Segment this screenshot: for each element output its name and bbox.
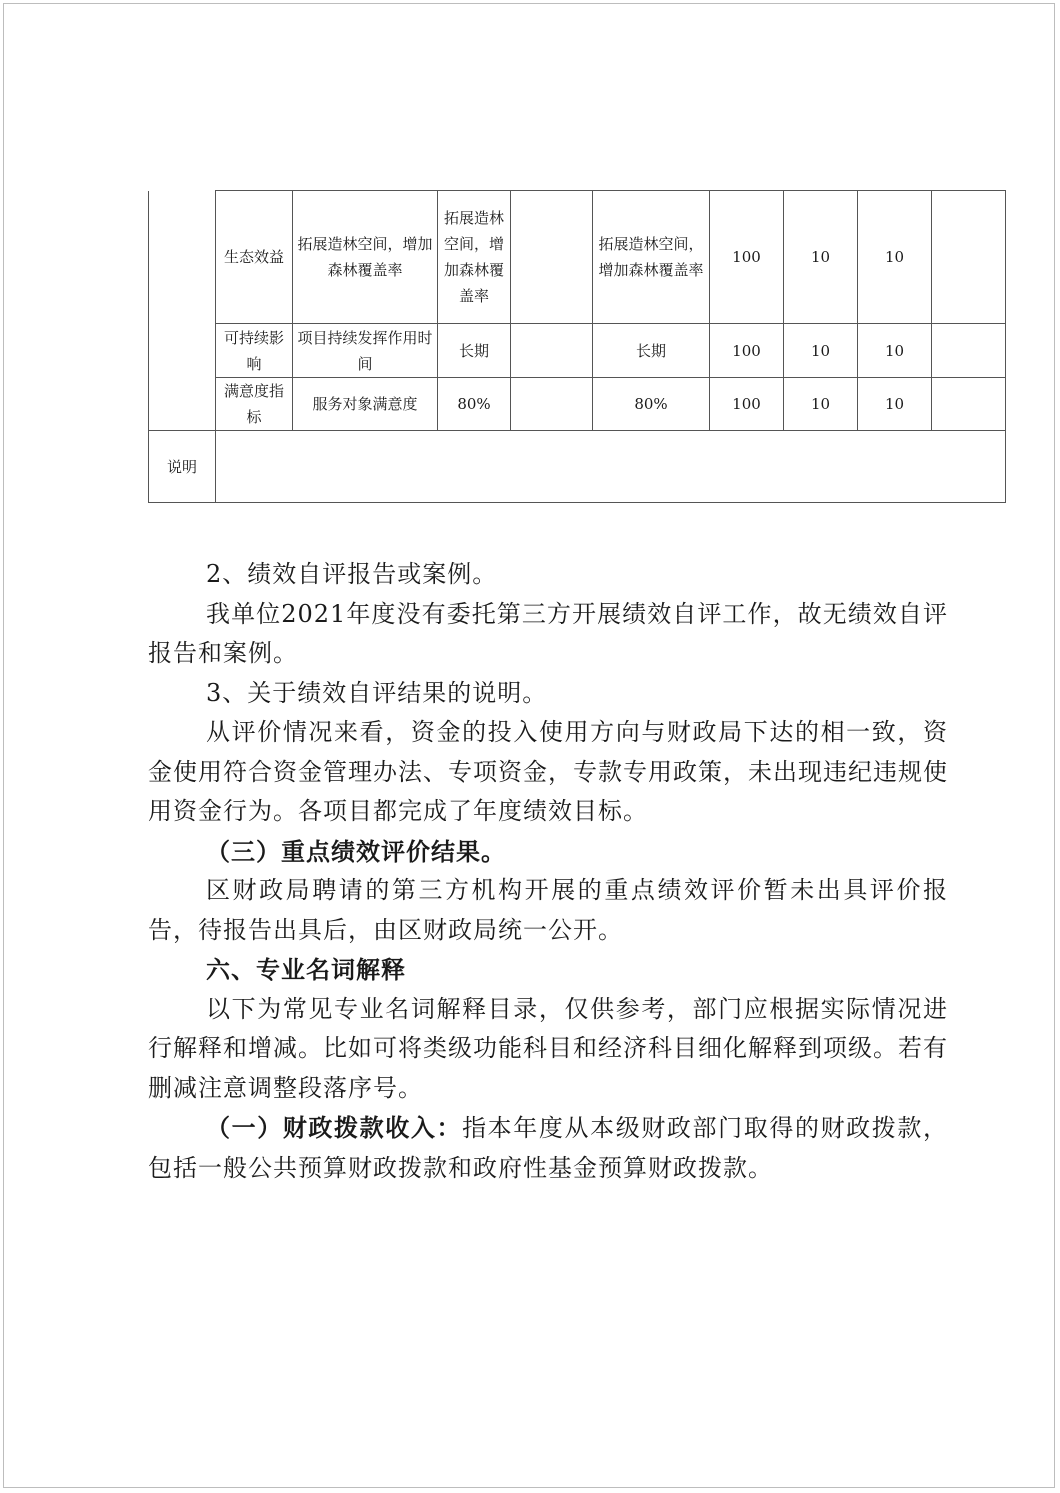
score-cell: 100 xyxy=(710,191,784,324)
paragraph-glossary: 以下为常见专业名词解释目录，仅供参考，部门应根据实际情况进行解释和增减。比如可将类级功能科目和经济科目细化解释到项级。若有删减注意调整段落序号。 xyxy=(148,994,948,1102)
paragraph-report: 我单位2021年度没有委托第三方开展绩效自评工作，故无绩效自评报告和案例。 xyxy=(148,599,948,667)
glossary-definition: 指本年度从本级财政部门取得的财政拨款，包括一般公共预算财政拨款和政府性基金预算财政拨款。 xyxy=(148,1114,949,1182)
indicator-cell: 项目持续发挥作用时间 xyxy=(293,324,438,378)
blank-cell xyxy=(511,191,593,324)
result-cell: 10 xyxy=(858,191,932,324)
section-heading-result-note: 3、关于绩效自评结果的说明。 xyxy=(206,678,548,707)
performance-table xyxy=(148,190,1006,503)
table-row-note xyxy=(149,431,1006,503)
section-heading-report: 2、绩效自评报告或案例。 xyxy=(206,560,498,588)
target-cell: 长期 xyxy=(438,324,511,378)
target-cell: 80% xyxy=(438,378,511,431)
merged-cell xyxy=(149,191,216,431)
paragraph-result-note: 从评价情况来看，资金的投入使用方向与财政局下达的相一致，资金使用符合资金管理办法、专项资金，专款专用政策，未出现违纪违规使用资金行为。各项目都完成了年度绩效目标。 xyxy=(148,718,948,825)
glossary-term: （一）财政拨款收入： xyxy=(206,1113,463,1142)
weight-cell: 10 xyxy=(784,378,858,431)
table-row xyxy=(149,324,1006,378)
blank-cell xyxy=(511,378,593,431)
actual-cell: 80% xyxy=(593,378,710,431)
weight-cell: 10 xyxy=(784,324,858,378)
category-cell: 可持续影响 xyxy=(216,324,293,378)
table-row xyxy=(149,378,1006,431)
note-label: 说明 xyxy=(149,431,216,503)
paragraph-key-evaluation: 区财政局聘请的第三方机构开展的重点绩效评价暂未出具评价报告，待报告出具后，由区财政局统一公开。 xyxy=(148,876,948,944)
category-cell: 满意度指标 xyxy=(216,378,293,431)
actual-cell: 长期 xyxy=(593,324,710,378)
section-heading-key-evaluation: （三）重点绩效评价结果。 xyxy=(206,836,506,866)
weight-cell: 10 xyxy=(784,191,858,324)
score-cell: 100 xyxy=(710,324,784,378)
section-heading-glossary: 六、专业名词解释 xyxy=(206,955,406,984)
result-cell: 10 xyxy=(858,378,932,431)
category-cell: 生态效益 xyxy=(216,191,293,324)
remark-cell xyxy=(932,378,1006,431)
indicator-cell: 拓展造林空间，增加森林覆盖率 xyxy=(293,191,438,324)
target-cell: 拓展造林空间，增加森林覆盖率 xyxy=(438,191,511,324)
blank-cell xyxy=(511,324,593,378)
remark-cell xyxy=(932,191,1006,324)
body-text xyxy=(148,555,948,1188)
remark-cell xyxy=(932,324,1006,378)
note-value xyxy=(216,431,1006,503)
score-cell: 100 xyxy=(710,378,784,431)
actual-cell: 拓展造林空间，增加森林覆盖率 xyxy=(593,191,710,324)
result-cell: 10 xyxy=(858,324,932,378)
paragraph-glossary-item xyxy=(148,1108,948,1188)
indicator-cell: 服务对象满意度 xyxy=(293,378,438,431)
table-row xyxy=(149,191,1006,324)
